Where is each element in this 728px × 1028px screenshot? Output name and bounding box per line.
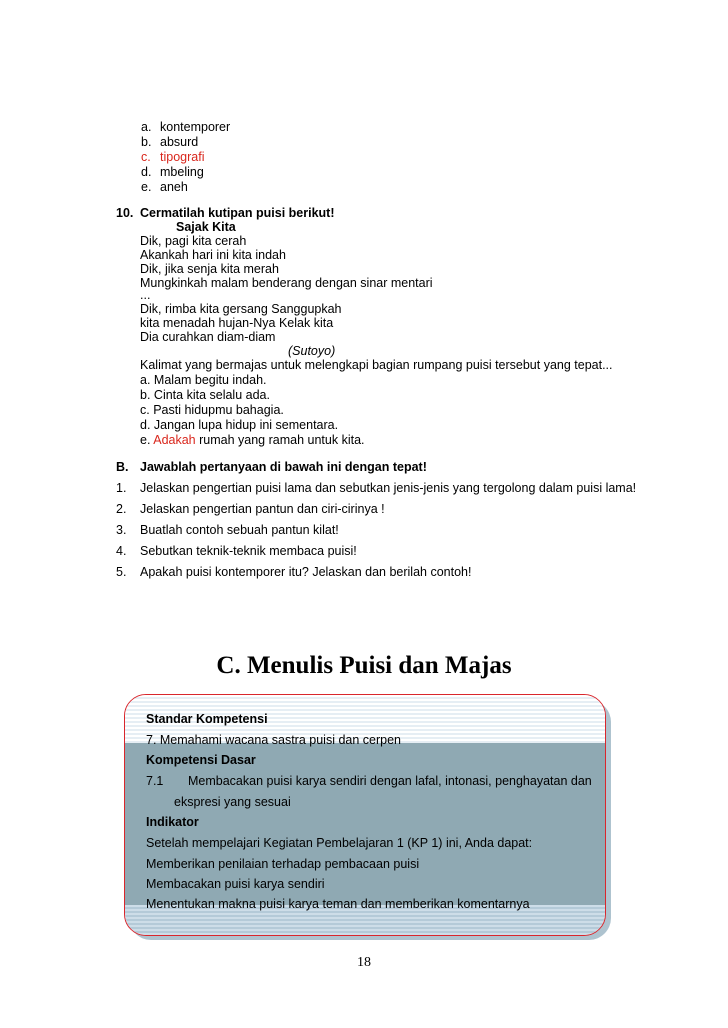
option-letter: e. [140,433,151,447]
poem-author: (Sutoyo) [288,344,336,358]
section-b-num: 4. [116,544,127,558]
option-letter: c. [140,403,150,417]
q10-question: Kalimat yang bermajas untuk melengkapi bagian rumpang puisi tersebut yang tepat... [140,358,613,372]
q9-option-b [141,135,198,149]
indikator-item: Memberikan penilaian terhadap pembacaan puisi [146,857,420,871]
indikator-label: Indikator [146,815,199,829]
option-text: tipografi [160,150,205,164]
poem-line: kita menadah hujan-Nya Kelak kita [140,316,334,330]
section-b-title: Jawablah pertanyaan di bawah ini dengan tepat! [140,460,427,474]
kompetensi-dasar-num: 7.1 [146,774,164,788]
option-letter: d. [140,418,151,432]
q9-option-a [141,120,230,134]
section-c-title: C. Menulis Puisi dan Majas [216,652,512,679]
section-b-num: 3. [116,523,127,537]
section-b-letter: B. [116,460,129,474]
option-letter: b. [140,388,151,402]
option-highlight: Adakah [153,433,196,447]
section-b-num: 2. [116,502,127,516]
option-text: Malam begitu indah. [153,373,267,387]
option-text: rumah yang ramah untuk kita. [199,433,365,447]
option-letter: d. [141,165,152,179]
section-b-num: 1. [116,481,127,495]
poem-line: Mungkinkah malam benderang dengan sinar mentari [140,276,433,290]
standar-kompetensi-text: 7. Memahami wacana sastra puisi dan cerpen [146,733,401,747]
poem-line: Dik, jika senja kita merah [140,262,279,276]
option-letter: a. [141,120,152,134]
indikator-item: Membacakan puisi karya sendiri [146,877,325,891]
poem-line-gap: ... [140,288,151,302]
q10-number: 10. [116,206,134,220]
section-b-item: Jelaskan pengertian pantun dan ciri-cirinya ! [140,502,385,516]
q9-option-c-correct [141,150,204,164]
q10-option-a [140,373,267,387]
option-text: Cinta kita selalu ada. [153,388,270,402]
standar-kompetensi-label: Standar Kompetensi [146,712,268,726]
option-text: Pasti hidupmu bahagia. [153,403,284,417]
q10-option-d [140,418,338,432]
poem-title: Sajak Kita [176,220,236,234]
option-letter: a. [140,373,151,387]
poem-line: Dik, pagi kita cerah [140,234,247,248]
q10-option-e [140,433,365,447]
q10-option-c [140,403,284,417]
option-text: aneh [160,180,188,194]
kompetensi-dasar-text-1: Membacakan puisi karya sendiri dengan lafal, intonasi, penghayatan dan [188,774,592,788]
indikator-intro: Setelah mempelajari Kegiatan Pembelajaran 1 (KP 1) ini, Anda dapat: [146,836,533,850]
q10-prompt: Cermatilah kutipan puisi berikut! [140,206,335,220]
option-letter: b. [141,135,152,149]
poem-line: Dia curahkan diam-diam [140,330,276,344]
option-text: absurd [160,135,199,149]
section-b-item: Buatlah contoh sebuah pantun kilat! [140,523,339,537]
poem-line: Akankah hari ini kita indah [140,248,286,262]
section-b-item: Sebutkan teknik-teknik membaca puisi! [140,544,357,558]
q9-option-e [141,180,188,194]
section-b-num: 5. [116,565,127,579]
kompetensi-dasar-label: Kompetensi Dasar [146,753,256,767]
option-text: mbeling [160,165,204,179]
option-text: Jangan lupa hidup ini sementara. [153,418,339,432]
section-b-item: Apakah puisi kontemporer itu? Jelaskan dan berilah contoh! [140,565,472,579]
option-letter: c. [141,150,151,164]
q9-option-d [141,165,204,179]
section-b-item: Jelaskan pengertian puisi lama dan sebutkan jenis-jenis yang tergolong dalam puisi lama! [140,481,637,495]
option-letter: e. [141,180,152,194]
poem-line: Dik, rimba kita gersang Sanggupkah [140,302,342,316]
q10-option-b [140,388,270,402]
option-text: kontemporer [160,120,231,134]
kompetensi-dasar-text-2: ekspresi yang sesuai [174,795,291,809]
indikator-item: Menentukan makna puisi karya teman dan memberikan komentarnya [146,897,530,911]
page-number: 18 [357,955,371,970]
